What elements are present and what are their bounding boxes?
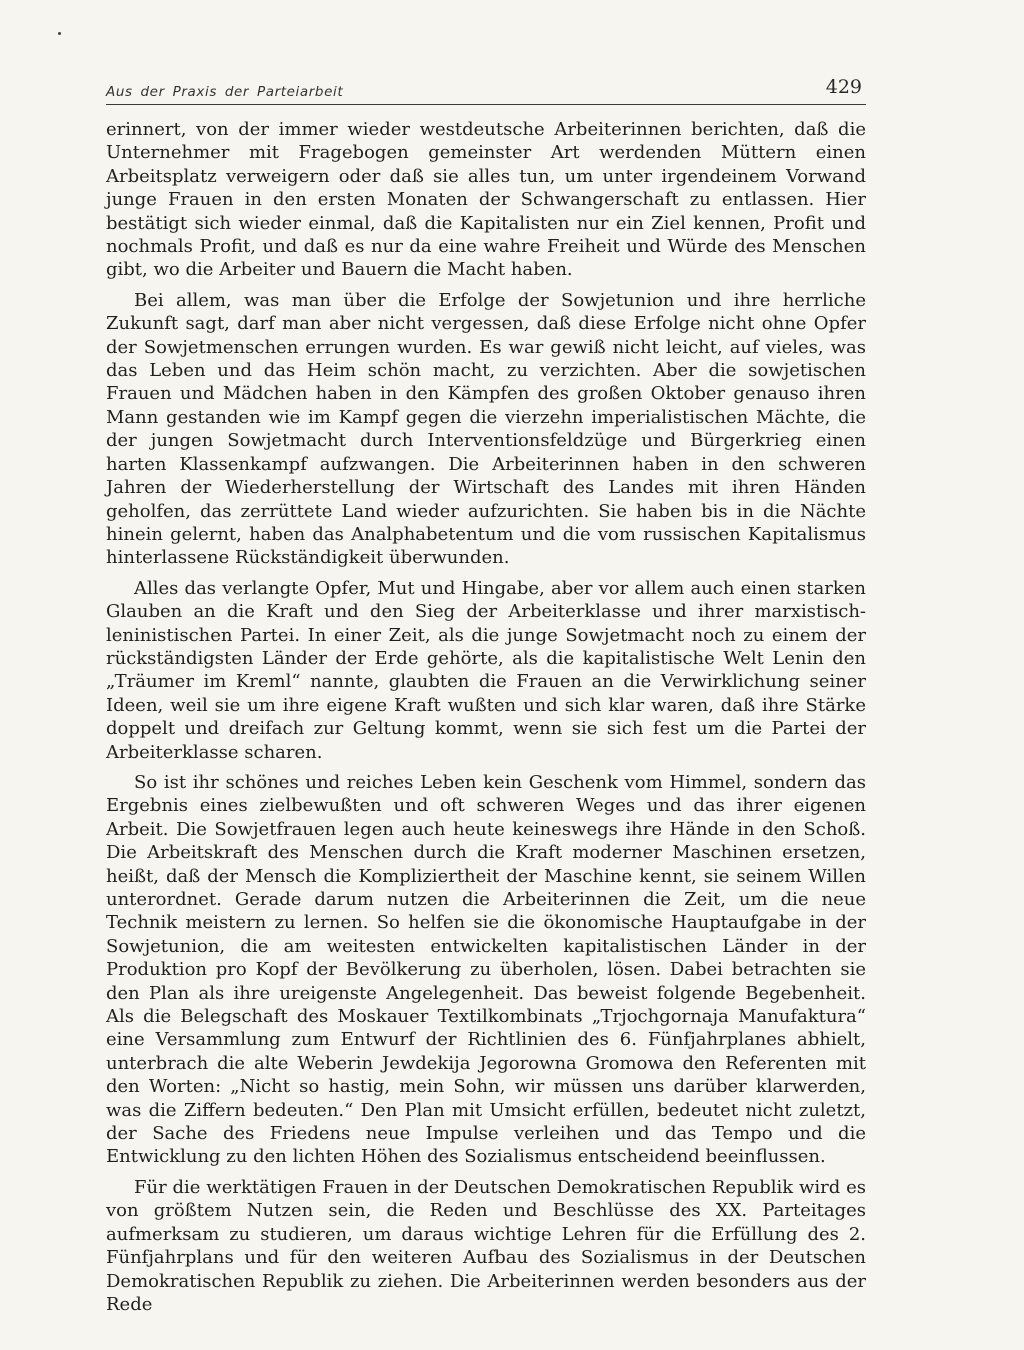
paragraph: So ist ihr schönes und reiches Leben kein Geschenk vom Himmel, sondern das Ergebnis eines zielbewußten und oft schweren Weges und das ihrer eigenen Arbeit. Die Sowjetfrauen legen auch heute keineswegs ihre Hände in den Schoß. Die Arbeitskraft des Menschen durch die Kraft moderner Maschinen ersetzen, heißt, daß der Mensch die Kompliziertheit der Maschine kennt, sie seinem Willen unterordnet. Gerade darum nutzen die Arbeiterinnen die Zeit, um die neue Technik meistern zu lernen. So helfen sie die ökonomische Hauptaufgabe in der Sowjetunion, die am weitesten entwickelten kapitalistischen Länder in der Produktion pro Kopf der Bevölkerung zu überholen, lösen. Dabei betrachten sie den Plan als ihre ureigenste Angelegenheit. Das beweist folgende Begebenheit. Als die Belegschaft des Moskauer Textilkombinats „Trjochgornaja Manufaktura“ eine Versammlung zum Entwurf der Richtlinien des 6. Fünfjahrplanes abhielt, unterbrach die alte Weberin Jewdekija Jegorowna Gromowa den Referenten mit den Worten: „Nicht so hastig, mein Sohn, wir müssen uns darüber klarwerden, was die Ziffern bedeuten.“ Den Plan mit Umsicht erfüllen, bedeutet nicht zuletzt, der Sache des Friedens neue Impulse verleihen und das Tempo und die Entwicklung zu den lichten Höhen des Sozialismus entscheidend beeinflussen. [106, 771, 866, 1168]
page-number: 429 [825, 76, 862, 98]
page-header [106, 76, 866, 104]
print-speck [58, 32, 61, 35]
paragraph: Für die werktätigen Frauen in der Deutschen Demokratischen Republik wird es von größtem Nutzen sein, die Reden und Beschlüsse des XX. Parteitages aufmerksam zu studieren, um daraus wichtige Lehren für die Erfüllung des 2. Fünfjahrplans und für den weiteren Aufbau des Sozialismus in der Deutschen Demokratischen Republik zu ziehen. Die Arbeiterinnen werden besonders aus der Rede [106, 1176, 866, 1315]
paragraph: Bei allem, was man über die Erfolge der Sowjetunion und ihre herrliche Zukunft sagt, darf man aber nicht vergessen, daß diese Erfolge nicht ohne Opfer der Sowjetmenschen errungen wurden. Es war gewiß nicht leicht, auf vieles, was das Leben und das Heim schön macht, zu verzichten. Aber die sowjetischen Frauen und Mädchen haben in den Kämpfen des großen Oktober genauso ihren Mann gestanden wie im Kampf gegen die vierzehn imperialistischen Mächte, die der jungen Sowjetmacht durch Interventionsfeldzüge und Bürgerkrieg einen harten Klassenkampf aufzwangen. Die Arbeiterinnen haben in den schweren Jahren der Wiederherstellung der Wirtschaft des Landes mit ihren Händen geholfen, das zerrüttete Land wieder aufzurichten. Sie haben bis in die Nächte hinein gelernt, haben das Analphabetentum und die vom russischen Kapitalismus hinterlassene Rückständigkeit überwunden. [106, 289, 866, 569]
running-title: Aus der Praxis der Parteiarbeit [106, 84, 344, 100]
header-rule [106, 104, 866, 105]
body-text [106, 118, 866, 1323]
paragraph: erinnert, von der immer wieder westdeutsche Arbeiterinnen berichten, daß die Unternehmer mit Fragebogen gemeinster Art werdenden Müttern einen Arbeitsplatz verweigern oder daß sie alles tun, um unter irgendeinem Vorwand junge Frauen in den ersten Monaten der Schwangerschaft zu entlassen. Hier bestätigt sich wieder einmal, daß die Kapitalisten nur ein Ziel kennen, Profit und nochmals Profit, und daß es nur da eine wahre Freiheit und Würde des Menschen gibt, wo die Arbeiter und Bauern die Macht haben. [106, 119, 866, 281]
paragraph: Alles das verlangte Opfer, Mut und Hingabe, aber vor allem auch einen starken Glauben an die Kraft und den Sieg der Arbeiterklasse und ihrer marxistisch-leninistischen Partei. In einer Zeit, als die junge Sowjetmacht noch zu einem der rückständigsten Länder der Erde gehörte, als die kapitalistische Welt Lenin den „Träumer im Kreml“ nannte, glaubten die Frauen an die Verwirklichung seiner Ideen, weil sie um ihre eigene Kraft wußten und sich klar waren, daß ihre Stärke doppelt und dreifach zur Geltung kommt, wenn sie sich fest um die Partei der Arbeiterklasse scharen. [106, 577, 866, 763]
